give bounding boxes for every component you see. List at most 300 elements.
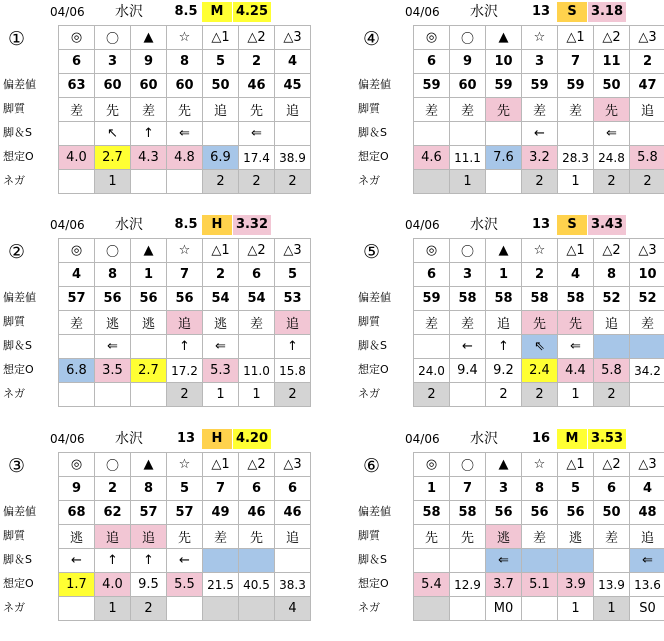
table-row-marks (414, 239, 664, 263)
row-label: 脚＆S (3, 553, 32, 566)
hensa-cell: 54 (239, 287, 275, 311)
legs-cell: ↑ (131, 122, 167, 146)
horses-cell: 7 (167, 263, 203, 287)
row-label: 脚質 (358, 529, 380, 542)
row-label: 想定O (358, 577, 389, 590)
table-row-odds (414, 573, 664, 597)
style-cell: 差 (131, 98, 167, 122)
race-number: 16 (531, 431, 551, 446)
odds-cell: 2.7 (131, 359, 167, 383)
prediction-table (413, 452, 664, 621)
race-number: 8.5 (174, 4, 198, 19)
nega-cell (414, 170, 450, 194)
nega-cell: 2 (522, 383, 558, 407)
row-label: 偏差値 (358, 505, 391, 518)
marks-cell: ▲ (486, 453, 522, 477)
style-cell: 差 (522, 525, 558, 549)
odds-cell: 13.6 (630, 573, 664, 597)
row-label: 脚質 (3, 102, 25, 115)
odds-cell: 5.1 (522, 573, 558, 597)
horses-cell: 6 (414, 50, 450, 74)
horses-cell: 3 (486, 477, 522, 501)
style-cell: 追 (167, 311, 203, 335)
odds-cell: 34.2 (630, 359, 664, 383)
row-label: ネガ (358, 601, 380, 614)
table-row-hensa (414, 74, 664, 98)
marks-cell: △3 (275, 26, 311, 50)
legs-cell (59, 335, 95, 359)
row-label: 脚＆S (3, 339, 32, 352)
table-row-marks (414, 26, 664, 50)
legs-cell: ↑ (167, 335, 203, 359)
table-row-nega (414, 383, 664, 407)
odds-cell: 15.8 (275, 359, 311, 383)
marks-cell: △2 (594, 239, 630, 263)
style-cell: 追 (594, 311, 630, 335)
hensa-cell: 45 (275, 74, 311, 98)
marks-cell: △2 (239, 26, 275, 50)
row-label: ネガ (3, 174, 25, 187)
rating-mark: M (202, 2, 232, 22)
table-row-marks (414, 453, 664, 477)
nega-cell: S0 (630, 597, 664, 621)
horses-cell: 2 (239, 50, 275, 74)
marks-cell: △3 (275, 239, 311, 263)
hensa-cell: 56 (522, 501, 558, 525)
hensa-cell: 54 (203, 287, 239, 311)
nega-cell: 1 (95, 170, 131, 194)
panel-number: ③ (8, 455, 26, 477)
race-header (0, 213, 330, 235)
odds-cell: 5.5 (167, 573, 203, 597)
panel-number: ⑥ (363, 455, 381, 477)
horses-cell: 8 (522, 477, 558, 501)
rating-mark: M (557, 429, 587, 449)
race-date: 04/06 (405, 432, 440, 446)
horses-cell: 6 (59, 50, 95, 74)
table-row-legs (59, 122, 311, 146)
nega-cell (167, 597, 203, 621)
style-cell: 逃 (203, 311, 239, 335)
hensa-cell: 57 (59, 287, 95, 311)
table-row-nega (414, 170, 664, 194)
table-row-legs (414, 335, 664, 359)
table-row-marks (59, 239, 311, 263)
rating-value: 4.20 (233, 429, 271, 449)
horses-cell: 4 (630, 477, 664, 501)
odds-cell: 7.6 (486, 146, 522, 170)
hensa-cell: 47 (630, 74, 664, 98)
hensa-cell: 58 (414, 501, 450, 525)
odds-cell: 17.4 (239, 146, 275, 170)
panel-number: ④ (363, 28, 381, 50)
rating-mark: H (202, 215, 232, 235)
race-header (355, 213, 664, 235)
race-header (0, 427, 330, 449)
odds-cell: 11.1 (450, 146, 486, 170)
odds-cell: 28.3 (558, 146, 594, 170)
odds-cell: 1.7 (59, 573, 95, 597)
odds-cell: 4.6 (414, 146, 450, 170)
hensa-cell: 56 (486, 501, 522, 525)
row-label: ネガ (3, 601, 25, 614)
table-row-horses (59, 263, 311, 287)
table-row-style (59, 311, 311, 335)
row-label: 脚＆S (3, 126, 32, 139)
legs-cell: ⇐ (594, 122, 630, 146)
nega-cell (95, 383, 131, 407)
nega-cell: 2 (594, 383, 630, 407)
legs-cell: ⇐ (630, 549, 664, 573)
style-cell: 追 (630, 525, 664, 549)
legs-cell (414, 549, 450, 573)
row-label: 偏差値 (3, 291, 36, 304)
nega-cell: 2 (275, 170, 311, 194)
hensa-cell: 59 (522, 74, 558, 98)
hensa-cell: 63 (59, 74, 95, 98)
table-row-horses (414, 263, 664, 287)
marks-cell: ◎ (414, 239, 450, 263)
horses-cell: 9 (450, 50, 486, 74)
legs-cell (522, 549, 558, 573)
nega-cell (59, 597, 95, 621)
hensa-cell: 56 (131, 287, 167, 311)
venue-name: 水沢 (470, 217, 498, 233)
hensa-cell: 58 (450, 287, 486, 311)
style-cell: 先 (239, 525, 275, 549)
horses-cell: 6 (239, 477, 275, 501)
race-panel (355, 0, 664, 210)
odds-cell: 5.4 (414, 573, 450, 597)
legs-cell (239, 549, 275, 573)
prediction-table (413, 25, 664, 194)
hensa-cell: 46 (239, 501, 275, 525)
race-date: 04/06 (50, 5, 85, 19)
row-label: 偏差値 (3, 78, 36, 91)
race-panel (355, 213, 664, 423)
marks-cell: ☆ (167, 26, 203, 50)
nega-cell (630, 383, 664, 407)
horses-cell: 2 (522, 263, 558, 287)
panel-number: ⑤ (363, 241, 381, 263)
legs-cell (558, 549, 594, 573)
race-number: 13 (531, 217, 551, 232)
odds-cell: 11.0 (239, 359, 275, 383)
marks-cell: △2 (594, 453, 630, 477)
style-cell: 逃 (59, 525, 95, 549)
style-cell: 先 (450, 525, 486, 549)
legs-cell: ⇐ (486, 549, 522, 573)
marks-cell: △1 (203, 453, 239, 477)
marks-cell: △3 (630, 453, 664, 477)
horses-cell: 8 (131, 477, 167, 501)
race-header (0, 0, 330, 22)
odds-cell: 3.9 (558, 573, 594, 597)
row-label: 想定O (3, 150, 34, 163)
style-cell: 先 (522, 311, 558, 335)
legs-cell (239, 335, 275, 359)
venue-name: 水沢 (115, 431, 143, 447)
table-row-horses (414, 50, 664, 74)
nega-cell: 4 (275, 597, 311, 621)
style-cell: 逃 (95, 311, 131, 335)
hensa-cell: 58 (486, 287, 522, 311)
nega-cell: 1 (239, 383, 275, 407)
table-row-style (414, 311, 664, 335)
legs-cell: ↑ (275, 335, 311, 359)
table-row-nega (59, 597, 311, 621)
style-cell: 先 (594, 98, 630, 122)
table-row-marks (59, 453, 311, 477)
marks-cell: ◎ (414, 453, 450, 477)
marks-cell: ▲ (486, 239, 522, 263)
legs-cell (275, 122, 311, 146)
odds-cell: 9.4 (450, 359, 486, 383)
odds-cell: 5.8 (630, 146, 664, 170)
hensa-cell: 46 (239, 74, 275, 98)
table-row-odds (414, 359, 664, 383)
venue-name: 水沢 (470, 431, 498, 447)
table-row-hensa (59, 74, 311, 98)
nega-cell (131, 383, 167, 407)
legs-cell (630, 335, 664, 359)
odds-cell: 2.7 (95, 146, 131, 170)
venue-name: 水沢 (115, 4, 143, 20)
legs-cell (203, 549, 239, 573)
marks-cell: ☆ (167, 239, 203, 263)
style-cell: 追 (275, 525, 311, 549)
horses-cell: 7 (450, 477, 486, 501)
marks-cell: ◎ (59, 26, 95, 50)
style-cell: 先 (95, 98, 131, 122)
horses-cell: 4 (275, 50, 311, 74)
rating-value: 3.32 (233, 215, 271, 235)
row-label: 脚＆S (358, 339, 387, 352)
legs-cell (630, 122, 664, 146)
horses-cell: 3 (522, 50, 558, 74)
rating-mark: S (557, 2, 587, 22)
legs-cell: ⇐ (239, 122, 275, 146)
row-label: 脚質 (358, 102, 380, 115)
table-row-nega (59, 383, 311, 407)
row-label: ネガ (358, 387, 380, 400)
hensa-cell: 53 (275, 287, 311, 311)
marks-cell: ▲ (486, 26, 522, 50)
table-row-hensa (414, 501, 664, 525)
legs-cell (203, 122, 239, 146)
style-cell: 差 (59, 98, 95, 122)
legs-cell: ⇐ (203, 335, 239, 359)
hensa-cell: 48 (630, 501, 664, 525)
legs-cell: ⇐ (167, 122, 203, 146)
marks-cell: △1 (558, 453, 594, 477)
horses-cell: 2 (630, 50, 664, 74)
prediction-table (58, 238, 311, 407)
style-cell: 差 (522, 98, 558, 122)
hensa-cell: 46 (275, 501, 311, 525)
hensa-cell: 50 (594, 501, 630, 525)
table-row-legs (59, 335, 311, 359)
style-cell: 追 (486, 311, 522, 335)
nega-cell: 1 (450, 170, 486, 194)
horses-cell: 5 (558, 477, 594, 501)
race-date: 04/06 (50, 218, 85, 232)
race-number: 8.5 (174, 217, 198, 232)
horses-cell: 8 (167, 50, 203, 74)
horses-cell: 7 (203, 477, 239, 501)
row-label: 偏差値 (3, 505, 36, 518)
row-label: 想定O (358, 363, 389, 376)
style-cell: 先 (414, 525, 450, 549)
table-row-horses (59, 50, 311, 74)
legs-cell (594, 335, 630, 359)
table-row-style (414, 98, 664, 122)
table-row-legs (59, 549, 311, 573)
table-row-hensa (59, 287, 311, 311)
odds-cell: 3.5 (95, 359, 131, 383)
hensa-cell: 57 (167, 501, 203, 525)
marks-cell: ☆ (522, 239, 558, 263)
odds-cell: 21.5 (203, 573, 239, 597)
marks-cell: △1 (203, 239, 239, 263)
nega-cell (414, 597, 450, 621)
hensa-cell: 58 (450, 501, 486, 525)
legs-cell: ← (522, 122, 558, 146)
row-label: 脚質 (358, 315, 380, 328)
table-row-style (414, 525, 664, 549)
style-cell: 先 (239, 98, 275, 122)
rating-value: 4.25 (233, 2, 271, 22)
nega-cell (486, 170, 522, 194)
hensa-cell: 58 (558, 287, 594, 311)
venue-name: 水沢 (470, 4, 498, 20)
style-cell: 追 (131, 525, 167, 549)
horses-cell: 5 (167, 477, 203, 501)
hensa-cell: 59 (558, 74, 594, 98)
rating-mark: H (202, 429, 232, 449)
table-row-odds (59, 359, 311, 383)
nega-cell: 2 (522, 170, 558, 194)
legs-cell: ← (450, 335, 486, 359)
rating-value: 3.18 (588, 2, 626, 22)
legs-cell (275, 549, 311, 573)
style-cell: 先 (558, 311, 594, 335)
prediction-table (413, 238, 664, 407)
race-header (355, 0, 664, 22)
nega-cell (239, 597, 275, 621)
horses-cell: 2 (203, 263, 239, 287)
horses-cell: 6 (275, 477, 311, 501)
row-label: 想定O (3, 363, 34, 376)
row-label: ネガ (358, 174, 380, 187)
table-row-hensa (59, 501, 311, 525)
nega-cell: 2 (239, 170, 275, 194)
table-row-legs (414, 549, 664, 573)
nega-cell (203, 597, 239, 621)
rating-mark: S (557, 215, 587, 235)
horses-cell: 5 (203, 50, 239, 74)
table-row-style (59, 525, 311, 549)
odds-cell: 40.5 (239, 573, 275, 597)
style-cell: 差 (450, 311, 486, 335)
nega-cell: 2 (630, 170, 664, 194)
style-cell: 差 (239, 311, 275, 335)
rating-value: 3.53 (588, 429, 626, 449)
marks-cell: △2 (239, 453, 275, 477)
race-panel (0, 213, 330, 423)
style-cell: 追 (203, 98, 239, 122)
horses-cell: 6 (594, 477, 630, 501)
hensa-cell: 60 (450, 74, 486, 98)
nega-cell: 1 (558, 170, 594, 194)
odds-cell: 4.0 (95, 573, 131, 597)
hensa-cell: 60 (95, 74, 131, 98)
race-number: 13 (531, 4, 551, 19)
odds-cell: 3.7 (486, 573, 522, 597)
style-cell: 差 (59, 311, 95, 335)
horses-cell: 1 (414, 477, 450, 501)
odds-cell: 38.3 (275, 573, 311, 597)
odds-cell: 3.2 (522, 146, 558, 170)
race-panel (0, 0, 330, 210)
hensa-cell: 56 (558, 501, 594, 525)
style-cell: 差 (450, 98, 486, 122)
legs-cell (414, 122, 450, 146)
odds-cell: 17.2 (167, 359, 203, 383)
legs-cell: ← (59, 549, 95, 573)
style-cell: 先 (167, 98, 203, 122)
hensa-cell: 52 (594, 287, 630, 311)
legs-cell (59, 122, 95, 146)
marks-cell: △1 (558, 239, 594, 263)
table-row-legs (414, 122, 664, 146)
legs-cell: ⇖ (522, 335, 558, 359)
nega-cell: 2 (167, 383, 203, 407)
nega-cell (167, 170, 203, 194)
race-number: 13 (176, 431, 196, 446)
table-row-odds (414, 146, 664, 170)
race-date: 04/06 (50, 432, 85, 446)
nega-cell: 2 (414, 383, 450, 407)
nega-cell (131, 170, 167, 194)
odds-cell: 9.5 (131, 573, 167, 597)
horses-cell: 1 (486, 263, 522, 287)
nega-cell: 1 (594, 597, 630, 621)
hensa-cell: 60 (167, 74, 203, 98)
nega-cell: M0 (486, 597, 522, 621)
nega-cell: 2 (486, 383, 522, 407)
row-label: 脚＆S (358, 553, 387, 566)
panel-number: ① (8, 28, 26, 50)
odds-cell: 5.3 (203, 359, 239, 383)
race-date: 04/06 (405, 5, 440, 19)
rating-value: 3.43 (588, 215, 626, 235)
nega-cell: 1 (558, 597, 594, 621)
nega-cell: 1 (95, 597, 131, 621)
marks-cell: ▲ (131, 26, 167, 50)
table-row-nega (414, 597, 664, 621)
marks-cell: △3 (630, 239, 664, 263)
marks-cell: ☆ (167, 453, 203, 477)
nega-cell (59, 170, 95, 194)
table-row-hensa (414, 287, 664, 311)
nega-cell: 1 (203, 383, 239, 407)
table-row-marks (59, 26, 311, 50)
style-cell: 差 (594, 525, 630, 549)
marks-cell: 〇 (450, 26, 486, 50)
legs-cell (558, 122, 594, 146)
odds-cell: 24.0 (414, 359, 450, 383)
